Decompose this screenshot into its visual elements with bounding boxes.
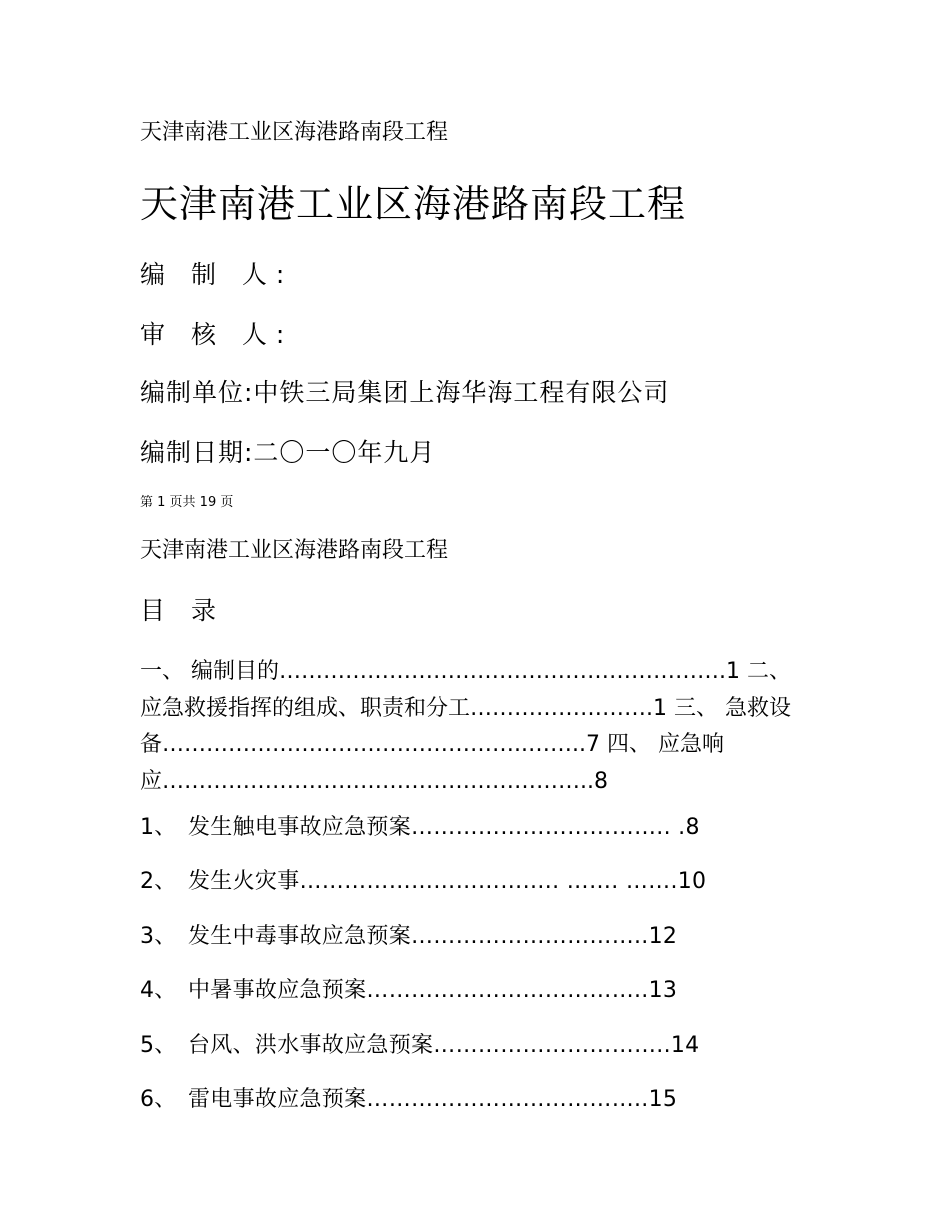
page-header-title-2: 天津南港工业区海港路南段工程 [140,538,449,563]
toc-item-text: 台风、洪水事故应急预案…………………………..14 [188,1033,700,1058]
toc-item [140,926,677,948]
toc-item-number: 6、 [140,1087,177,1112]
toc-item-text: 雷电事故应急预案………………………………..15 [188,1087,678,1112]
toc-title: 目 录 [140,596,225,625]
page-header-title: 天津南港工业区海港路南段工程 [140,120,449,145]
toc-item [140,1089,677,1111]
toc-item-number: 4、 [140,978,177,1003]
toc-section-list: 一、 编制目的…………………………………………………….1 二、 应急救援指挥的组成、职责和分工…………………….1 三、 急救设备…………………………………………..……..7 四、 应急响应…………………………………………………..8 [140,659,791,794]
organization-field: 编制单位:中铁三局集团上海华海工程有限公司 [140,378,670,407]
toc-item-text: 中暑事故应急预案………………………………..13 [188,978,678,1003]
toc-item-text: 发生触电事故应急预案…………………………….. .8 [188,815,700,840]
toc-item-text: 发生火灾事…………………………….. ……. …….10 [188,869,707,894]
toc-item-number: 3、 [140,924,177,949]
reviewer-field: 审 核 人: [140,320,294,349]
toc-item [140,980,677,1002]
toc-item-text: 发生中毒事故应急预案…………………………..12 [188,924,678,949]
toc-item [140,817,700,839]
date-field: 编制日期:二〇一〇年九月 [140,438,436,467]
page-number: 第 1 页共 19 页 [140,495,234,510]
toc-item-number: 1、 [140,815,177,840]
document-title: 天津南港工业区海港路南段工程 [140,182,687,226]
author-field: 编 制 人: [140,260,294,289]
toc-item-number: 2、 [140,869,177,894]
toc-item-number: 5、 [140,1033,177,1058]
toc-item [140,871,706,893]
toc-item [140,1035,699,1057]
